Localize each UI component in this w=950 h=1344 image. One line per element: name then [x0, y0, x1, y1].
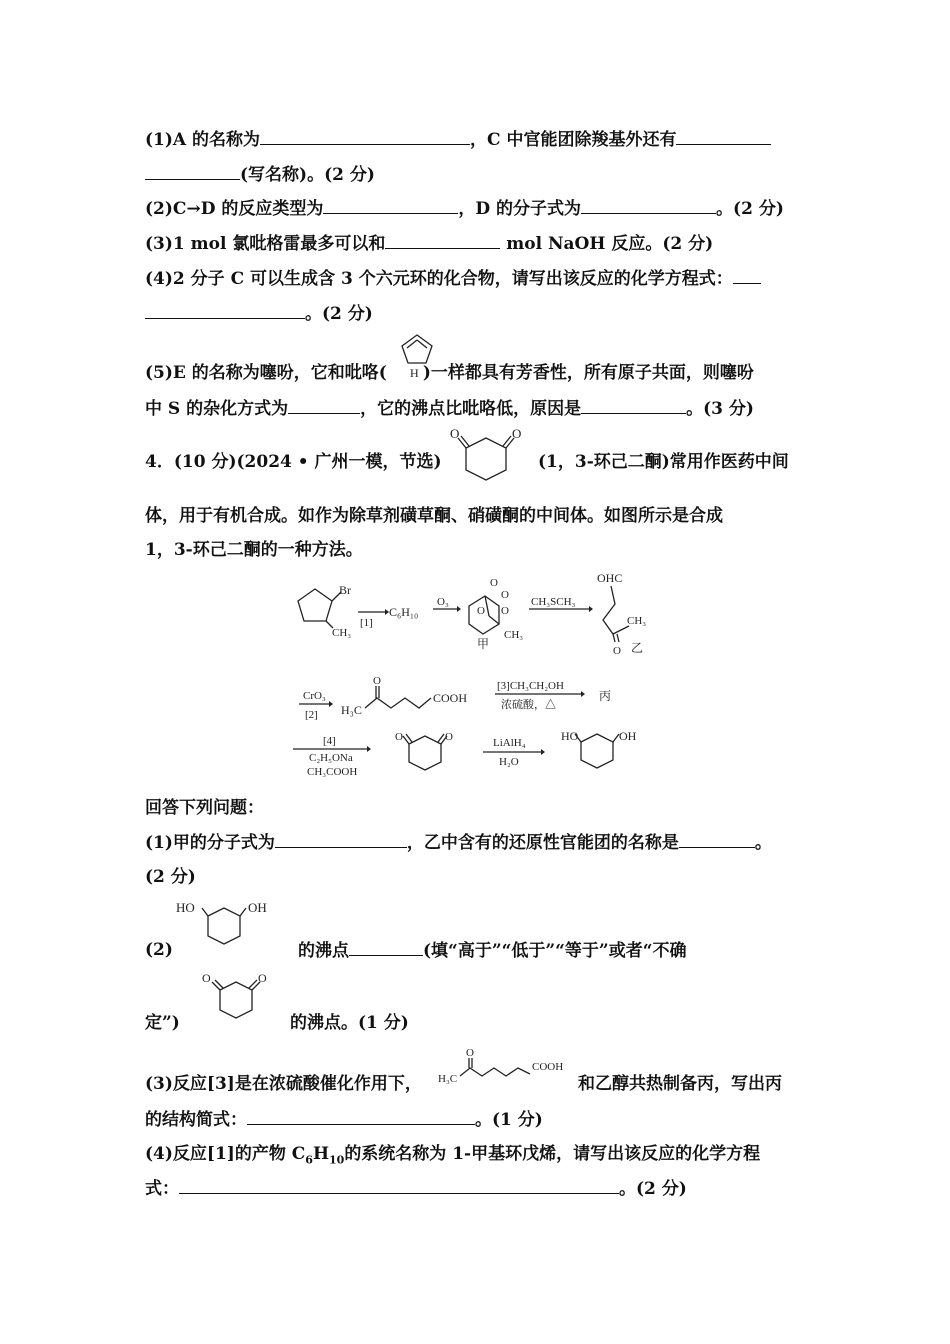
o-label: O — [395, 731, 403, 743]
cooh-label: COOH — [532, 1061, 564, 1073]
oh-label: OH — [248, 900, 267, 915]
q4-item2-line1b — [298, 939, 687, 962]
q3-item1-text-b: ，C 中官能团除羧基外还有 — [470, 130, 677, 150]
q4-item4-text-d: 式： — [145, 1179, 179, 1199]
ch3-label: CH₃ — [332, 627, 352, 639]
ho-label: HO — [561, 729, 579, 743]
q4-ask — [145, 797, 264, 819]
q4-item1-score — [145, 866, 196, 888]
q3-item5-line2 — [145, 397, 754, 420]
answer-blank[interactable] — [323, 197, 458, 214]
q4-item4-line1 — [145, 1143, 760, 1171]
q4-heading-text-a: 4．(10 分)(2024 • 广州一模，节选) — [145, 452, 442, 472]
answer-blank[interactable] — [145, 163, 240, 180]
q4-intro-line3 — [145, 539, 363, 561]
synthesis-scheme — [285, 562, 665, 787]
ozone-label: O₃ — [437, 596, 449, 608]
product1-formula: C₆H₁₀ — [389, 605, 419, 619]
q3-item1-line1 — [145, 128, 771, 151]
q4-intro-text: 体，用于有机合成。如作为除草剂磺草酮、硝磺酮的中间体。如图所示是合成 — [145, 506, 723, 526]
q4-item4-text-e: 。(2 分) — [619, 1179, 687, 1199]
q4-item1-text-a: (1)甲的分子式为 — [145, 833, 275, 853]
q4-intro-line2 — [145, 505, 723, 527]
q3-item4-text-a: (4)2 分子 C 可以生成含 3 个六元环的化合物，请写出该反应的化学方程式： — [145, 269, 733, 289]
reagent-lialh4: LiAlH₄ — [493, 737, 526, 749]
br-label: Br — [339, 583, 351, 597]
o-label: O — [512, 426, 522, 441]
q3-item1-text-a: (1)A 的名称为 — [145, 130, 261, 150]
q3-item2-text-a: (2)C→D 的反应类型为 — [145, 199, 324, 219]
q4-item2-line2 — [145, 1012, 180, 1034]
q4-heading-b — [538, 451, 789, 473]
q3-item5-text-d: ，它的沸点比吡咯低，原因是 — [360, 399, 582, 419]
q3-item2-text-c: 。(2 分) — [716, 199, 784, 219]
q4-item3-text-b: 和乙醇共热制备丙，写出丙 — [578, 1074, 782, 1094]
q4-item4-text-b: H — [312, 1144, 329, 1164]
compound-yi-label: 乙 — [631, 641, 644, 655]
answer-blank[interactable] — [260, 128, 470, 145]
q4-item2-text-a: (2) — [145, 940, 173, 960]
compound-jia-label: 甲 — [477, 637, 490, 651]
q3-item2 — [145, 197, 784, 220]
q4-item1-text-b: ，乙中含有的还原性官能团的名称是 — [406, 833, 679, 853]
q3-item5-text-b: )一样都具有芳香性，所有原子共面，则噻吩 — [422, 363, 754, 383]
q3-item5-line1 — [145, 362, 754, 384]
reagent-dms: CH₃SCH₃ — [531, 596, 576, 608]
q4-item3-text-a: (3)反应[3]是在浓硫酸催化作用下， — [145, 1074, 422, 1094]
o-label: O — [202, 971, 211, 985]
o-label: O — [466, 1047, 474, 1059]
q3-item1-text-c: (写名称)。(2 分) — [240, 165, 375, 185]
subscript: 6 — [305, 1153, 313, 1167]
answer-blank[interactable] — [349, 939, 423, 956]
reagent-h2o: H₂O — [499, 756, 519, 768]
cooh-label: COOH — [433, 691, 468, 705]
o-label: O — [613, 645, 621, 657]
oh-label: OH — [619, 729, 637, 743]
q4-item2-text-d: 定”) — [145, 1013, 180, 1033]
q4-item4-line2 — [145, 1177, 687, 1200]
q4-item3-line1b — [578, 1073, 782, 1095]
q4-heading-text-b: (1，3-环己二酮)常用作医药中间 — [538, 452, 789, 472]
q4-item4-text-a: (4)反应[1]的产物 C — [145, 1144, 306, 1164]
q4-heading — [145, 451, 442, 473]
answer-blank[interactable] — [581, 197, 716, 214]
q3-item2-text-b: ，D 的分子式为 — [458, 199, 582, 219]
pyrrole-h-label: H — [410, 366, 419, 380]
q4-item4-text-c: 的系统名称为 1-甲基环戊烯，请写出该反应的化学方程 — [344, 1144, 761, 1164]
o-label: O — [450, 426, 460, 441]
answer-blank[interactable] — [733, 267, 761, 284]
q4-item1-text-c: 。 — [754, 833, 772, 853]
q3-item3-text-b: mol NaOH 反应。(2 分) — [500, 234, 714, 254]
q4-ask-text: 回答下列问题： — [145, 798, 264, 818]
answer-blank[interactable] — [179, 1177, 619, 1194]
answer-blank[interactable] — [581, 397, 686, 414]
cyclohexanedione-structure-2 — [192, 970, 282, 1032]
o-label: O — [477, 605, 485, 617]
reagent-acoh: CH₃COOH — [307, 766, 358, 778]
step2-label: [2] — [305, 709, 318, 721]
ch3-label: CH₃ — [627, 615, 647, 627]
q4-item2-text-b: 的沸点 — [298, 941, 349, 961]
subscript: 10 — [329, 1153, 345, 1167]
q4-item3-line2 — [145, 1108, 543, 1131]
compound-bing-label: 丙 — [599, 689, 612, 703]
cyclopentane-ring — [298, 589, 332, 621]
answer-blank[interactable] — [679, 831, 755, 848]
q4-item3-text-c: 的结构简式： — [145, 1110, 247, 1130]
o-label: O — [258, 971, 267, 985]
q4-item3-line1 — [145, 1073, 422, 1095]
q3-item4-line1 — [145, 267, 761, 290]
step4-label: [4] — [323, 735, 336, 747]
q4-item2-line1 — [145, 939, 173, 961]
ch3-label: CH₃ — [504, 629, 524, 641]
q4-intro-text: 1，3-环己二酮的一种方法。 — [145, 540, 363, 560]
h3c-label: H₃C — [341, 703, 362, 717]
reagent-cro3: CrO₃ — [303, 690, 326, 702]
q3-item5-text-c: 中 S 的杂化方式为 — [145, 399, 289, 419]
answer-blank[interactable] — [275, 831, 407, 848]
step3-reagent: [3]CH₃CH₂OH — [497, 680, 564, 692]
o-label: O — [373, 675, 381, 687]
answer-blank[interactable] — [288, 397, 360, 414]
ohc-label: OHC — [597, 571, 623, 585]
answer-blank[interactable] — [385, 232, 500, 249]
q4-item3-text-d: 。(1 分) — [475, 1110, 543, 1130]
q3-item4-text-b: 。(2 分) — [305, 304, 373, 324]
keto-acid-structure — [436, 1044, 578, 1088]
q4-item1 — [145, 831, 772, 854]
step1-label: [1] — [360, 617, 373, 629]
cyclohexanedione-structure — [442, 426, 530, 494]
answer-blank[interactable] — [145, 302, 305, 319]
h3c-label: H₃C — [438, 1073, 458, 1085]
o-label: O — [501, 605, 509, 617]
o-label: O — [490, 577, 498, 589]
q4-item2-text-e: 的沸点。(1 分) — [290, 1013, 409, 1033]
q3-item3 — [145, 232, 713, 255]
q3-item5-text-e: 。(3 分) — [686, 399, 754, 419]
q4-item1-text-d: (2 分) — [145, 867, 196, 887]
step3-condition: 浓硫酸，△ — [501, 699, 556, 711]
answer-blank[interactable] — [247, 1108, 475, 1125]
o-label: O — [445, 731, 453, 743]
answer-blank[interactable] — [676, 128, 771, 145]
o-label: O — [501, 589, 509, 601]
q4-item2-line2b — [290, 1012, 409, 1034]
q3-item4-line2 — [145, 302, 373, 325]
q3-item1-line2 — [145, 163, 375, 186]
q4-item2-text-c: (填“高于”“低于”“等于”或者“不确 — [423, 941, 687, 961]
q3-item5-text-a: (5)E 的名称为噻吩，它和吡咯( — [145, 363, 387, 383]
q3-item3-text-a: (3)1 mol 氯吡格雷最多可以和 — [145, 234, 386, 254]
cyclohexanediol-structure — [170, 896, 290, 964]
ho-label: HO — [176, 900, 195, 915]
reagent-naoet: C₂H₅ONa — [309, 752, 353, 764]
